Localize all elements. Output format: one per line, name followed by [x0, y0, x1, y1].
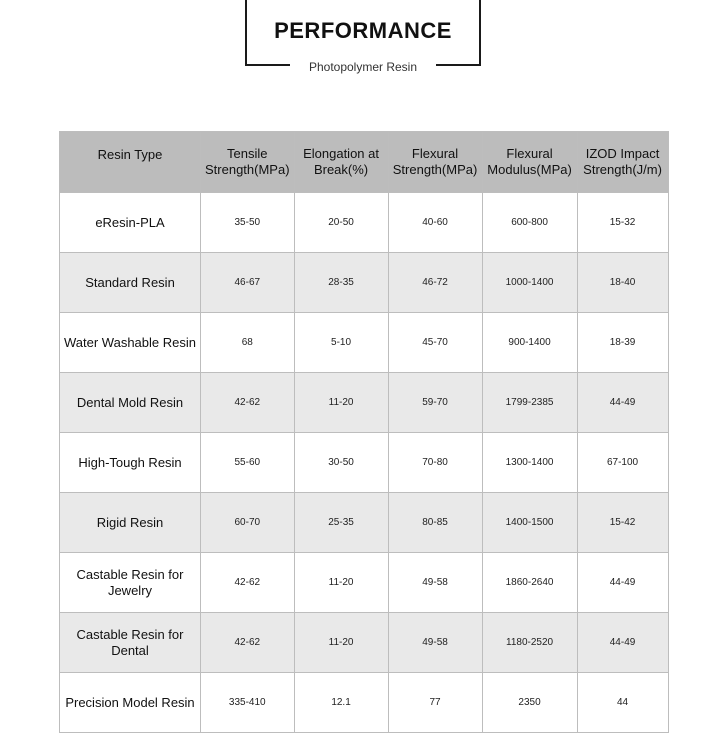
tensile-cell: 55-60 — [201, 433, 295, 493]
column-header-flexural-modulus: Flexural Modulus(MPa) — [482, 132, 577, 193]
table-row — [60, 673, 669, 733]
izod-cell: 18-39 — [577, 313, 668, 373]
table-row — [60, 193, 669, 253]
flexural-modulus-cell: 1400-1500 — [482, 493, 577, 553]
column-header-tensile-strength: Tensile Strength(MPa) — [201, 132, 295, 193]
izod-cell: 44-49 — [577, 553, 668, 613]
elongation-cell: 20-50 — [294, 193, 388, 253]
flexural-modulus-cell: 900-1400 — [482, 313, 577, 373]
table-row — [60, 613, 669, 673]
flexural-modulus-cell: 1300-1400 — [482, 433, 577, 493]
elongation-cell: 11-20 — [294, 553, 388, 613]
table-row — [60, 373, 669, 433]
flexural-strength-cell: 40-60 — [388, 193, 482, 253]
table-row — [60, 313, 669, 373]
resin-name-cell: Rigid Resin — [60, 493, 201, 553]
tensile-cell: 60-70 — [201, 493, 295, 553]
table-row — [60, 433, 669, 493]
column-header-resin-type: Resin Type — [60, 132, 201, 193]
tensile-cell: 68 — [201, 313, 295, 373]
tensile-cell: 42-62 — [201, 373, 295, 433]
flexural-strength-cell: 49-58 — [388, 613, 482, 673]
table-row — [60, 253, 669, 313]
flexural-modulus-cell: 2350 — [482, 673, 577, 733]
tensile-cell: 42-62 — [201, 553, 295, 613]
column-header-flexural-strength: Flexural Strength(MPa) — [388, 132, 482, 193]
resin-name-cell: Standard Resin — [60, 253, 201, 313]
elongation-cell: 28-35 — [294, 253, 388, 313]
resin-name-cell: Precision Model Resin — [60, 673, 201, 733]
tensile-cell: 46-67 — [201, 253, 295, 313]
resin-name-cell: Castable Resin for Dental — [60, 613, 201, 673]
elongation-cell: 11-20 — [294, 613, 388, 673]
flexural-strength-cell: 77 — [388, 673, 482, 733]
izod-cell: 44-49 — [577, 613, 668, 673]
elongation-cell: 30-50 — [294, 433, 388, 493]
flexural-strength-cell: 70-80 — [388, 433, 482, 493]
izod-cell: 15-32 — [577, 193, 668, 253]
izod-cell: 44-49 — [577, 373, 668, 433]
izod-cell: 15-42 — [577, 493, 668, 553]
flexural-strength-cell: 59-70 — [388, 373, 482, 433]
performance-table-container — [59, 131, 669, 733]
flexural-strength-cell: 49-58 — [388, 553, 482, 613]
flexural-modulus-cell: 1000-1400 — [482, 253, 577, 313]
flexural-strength-cell: 45-70 — [388, 313, 482, 373]
flexural-modulus-cell: 1799-2385 — [482, 373, 577, 433]
table-header-row — [60, 132, 669, 193]
tensile-cell: 42-62 — [201, 613, 295, 673]
resin-name-cell: Dental Mold Resin — [60, 373, 201, 433]
column-header-elongation: Elongation at Break(%) — [294, 132, 388, 193]
izod-cell: 18-40 — [577, 253, 668, 313]
title-box — [245, 0, 481, 66]
table-row — [60, 493, 669, 553]
page-title: PERFORMANCE — [274, 18, 452, 43]
table-row — [60, 553, 669, 613]
resin-name-cell: High-Tough Resin — [60, 433, 201, 493]
elongation-cell: 5-10 — [294, 313, 388, 373]
flexural-modulus-cell: 600-800 — [482, 193, 577, 253]
flexural-modulus-cell: 1860-2640 — [482, 553, 577, 613]
column-header-izod-impact: IZOD Impact Strength(J/m) — [577, 132, 668, 193]
flexural-modulus-cell: 1180-2520 — [482, 613, 577, 673]
izod-cell: 67-100 — [577, 433, 668, 493]
resin-name-cell: eResin-PLA — [60, 193, 201, 253]
elongation-cell: 11-20 — [294, 373, 388, 433]
izod-cell: 44 — [577, 673, 668, 733]
flexural-strength-cell: 46-72 — [388, 253, 482, 313]
elongation-cell: 12.1 — [294, 673, 388, 733]
tensile-cell: 35-50 — [201, 193, 295, 253]
resin-name-cell: Castable Resin for Jewelry — [60, 553, 201, 613]
flexural-strength-cell: 80-85 — [388, 493, 482, 553]
tensile-cell: 335-410 — [201, 673, 295, 733]
performance-table — [59, 131, 669, 733]
page-subtitle: Photopolymer Resin — [290, 59, 436, 75]
resin-name-cell: Water Washable Resin — [60, 313, 201, 373]
elongation-cell: 25-35 — [294, 493, 388, 553]
